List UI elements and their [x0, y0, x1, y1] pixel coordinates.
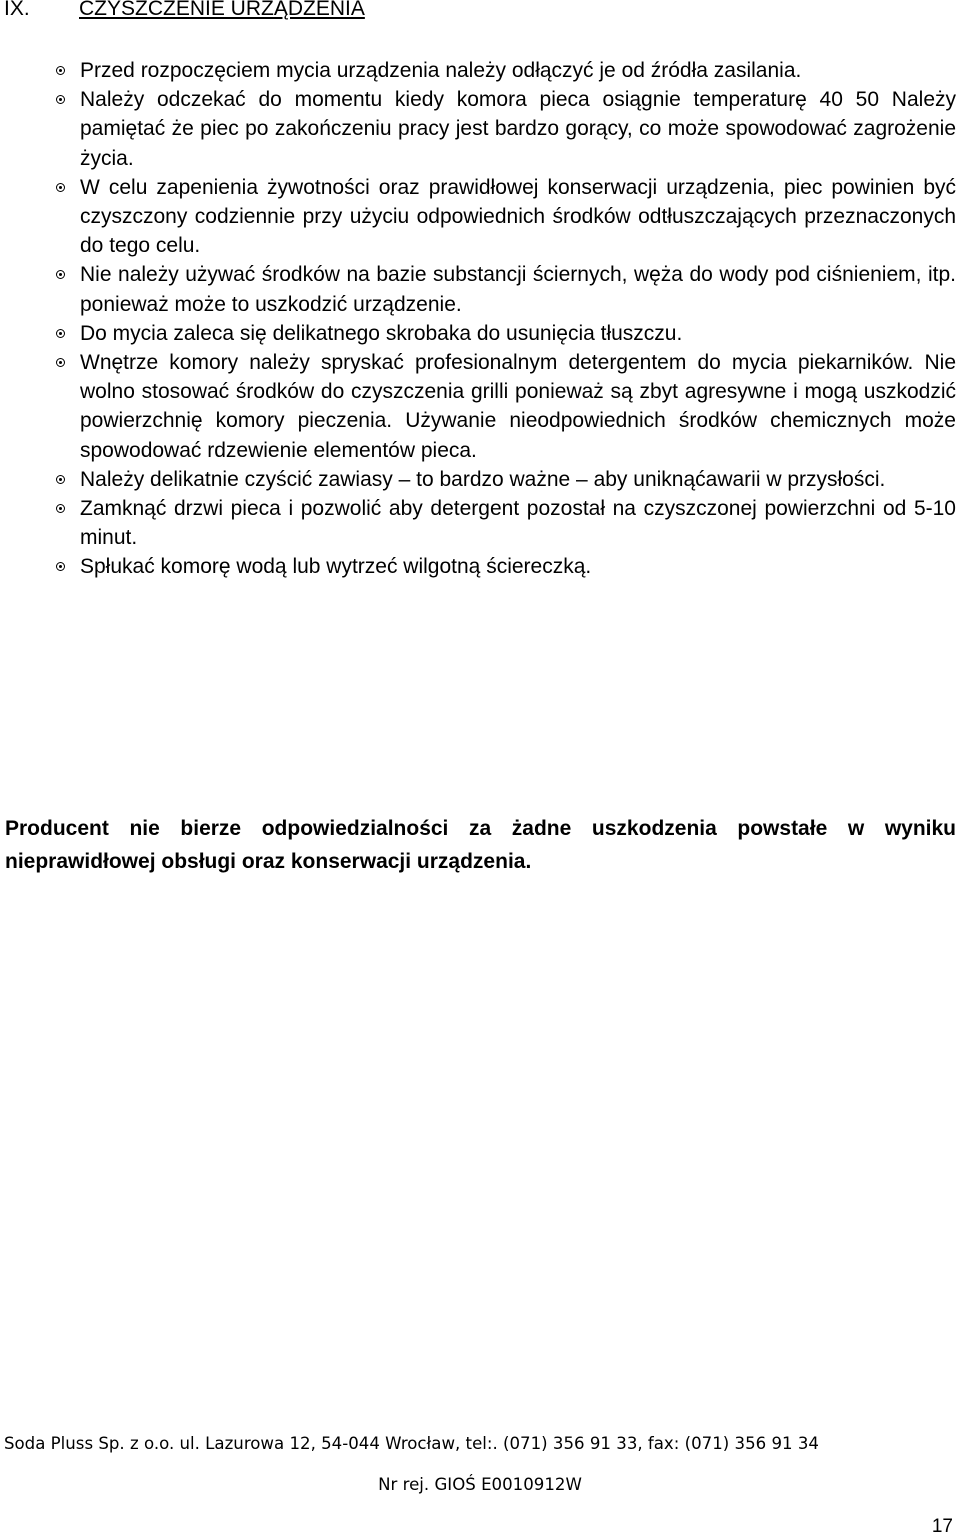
bullet-icon [56, 95, 65, 104]
bullet-icon [56, 504, 65, 513]
footer-registry-number: Nr rej. GIOŚ E0010912W [378, 1475, 582, 1494]
list-item-text: Zamknąć drzwi pieca i pozwolić aby detergent pozostał na czyszczonej powierzchni od 5-10 minut. [80, 497, 956, 550]
list-item-text: Należy delikatnie czyścić zawiasy – to bardzo ważne – aby uniknąćawarii w przysłości. [80, 467, 886, 491]
list-item-text: Spłukać komorę wodą lub wytrzeć wilgotną ściereczką. [80, 555, 592, 579]
bullet-icon [56, 358, 65, 367]
list-item-text: Do mycia zaleca się delikatnego skrobaka do usunięcia tłuszczu. [80, 321, 683, 345]
bullet-icon [56, 270, 65, 279]
list-item-text: Przed rozpoczęciem mycia urządzenia należy odłączyć je od źródła zasilania. [80, 59, 802, 82]
footer-company-info: Soda Pluss Sp. z o.o. ul. Lazurowa 12, 54-044 Wrocław, tel:. (071) 356 91 33, fax: (071) 356 91 34 [4, 1434, 819, 1453]
list-item [56, 85, 956, 173]
cleaning-instructions-list [56, 56, 956, 582]
list-item [56, 319, 956, 348]
list-item-text: Wnętrze komory należy spryskać profesionalnym detergentem do mycia piekarników. Nie wolno stosować środków do czyszczenia grilli ponieważ są zbyt agresywne i mogą uszkodzić powierzchnię komory pieczenia. Używanie nieodpowiednich środków chemicznych może spowodować rdzewienie elementów pieca. [80, 351, 956, 462]
list-item [56, 260, 956, 318]
bullet-icon [56, 475, 65, 484]
bullet-icon [56, 66, 65, 75]
list-item [56, 56, 956, 85]
list-item [56, 465, 956, 494]
list-item [56, 494, 956, 552]
section-title: CZYSZCZENIE URZĄDZENIA [79, 0, 365, 20]
page-number: 17 [931, 1516, 953, 1537]
list-item-text: Nie należy używać środków na bazie substancji ściernych, węża do wody pod ciśnieniem, itp. ponieważ może to uszkodzić urządzenie. [80, 263, 956, 316]
bullet-icon [56, 183, 65, 192]
bullet-icon [56, 329, 65, 338]
section-number: IX. [4, 0, 30, 20]
liability-notice: Producent nie bierze odpowiedzialności za żadne uszkodzenia powstałe w wyniku nieprawidłowej obsługi oraz konserwacji urządzenia. [5, 817, 956, 873]
list-item-text: Należy odczekać do momentu kiedy komora pieca osiągnie temperaturę 40 50 Należy pamiętać że piec po zakończeniu pracy jest bardzo gorący, co może spowodować zagrożenie życia. [80, 88, 956, 170]
list-item [56, 348, 956, 465]
bullet-icon [56, 562, 65, 571]
section-heading [4, 0, 365, 24]
list-item [56, 552, 956, 581]
list-item-text: W celu zapenienia żywotności oraz prawidłowej konserwacji urządzenia, piec powinien być czyszczony codziennie przy użyciu odpowiednich środków odtłuszczających przeznaczonych do tego celu. [80, 175, 956, 258]
list-item [56, 173, 956, 261]
